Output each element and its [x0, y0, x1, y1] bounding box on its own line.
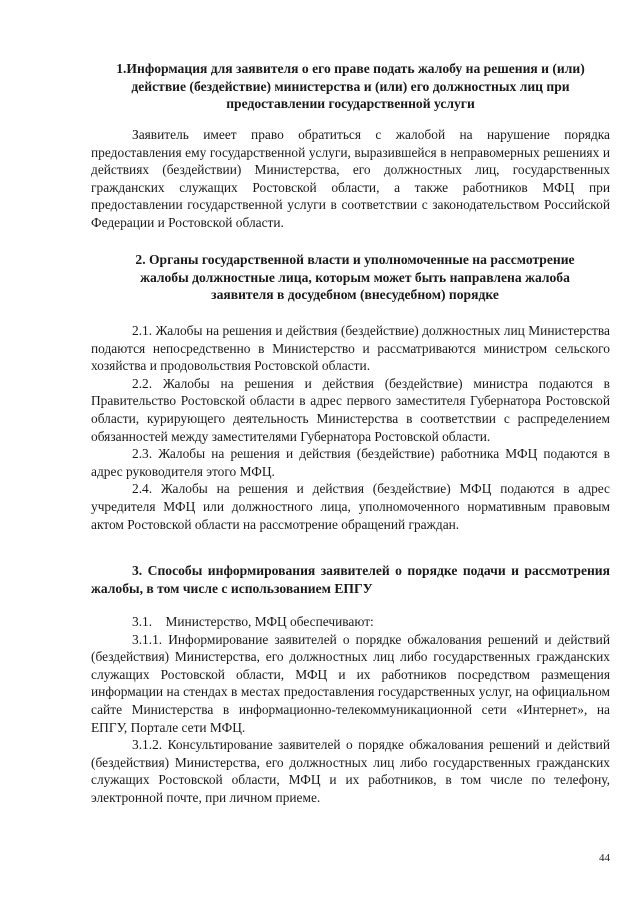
section-2-paragraph-4: 2.4. Жалобы на решения и действия (бездействие) МФЦ подаются в адрес учредителя МФЦ или должностного лица, уполномоченного нормативным правовым актом Ростовской области на рассмотрение обращений граждан.: [91, 481, 610, 532]
section-1-body: [91, 126, 610, 232]
section-2: [115, 251, 595, 304]
section-2-paragraph-2: 2.2. Жалобы на решения и действия (бездействие) министра подаются в Правительство Ростовской области в адрес первого заместителя Губернатора Ростовской области, курирующего деятельность Министерства в соответствии с распределением обязанностей между заместителями Губернатора Ростовской области.: [91, 375, 610, 444]
page-number: 44: [599, 852, 610, 864]
section-2-body: [91, 322, 610, 533]
section-3: [91, 562, 610, 597]
section-1: [91, 60, 610, 113]
section-2-heading: 2. Органы государственной власти и уполномоченные на рассмотрение жалобы должностные лица, которым может быть направлена жалоба заявителя в досудебном (внесудебном) порядке: [135, 252, 575, 302]
section-3-paragraph-2: 3.1.1. Информирование заявителей о порядке обжалования решений и действий (бездействия) Министерства, его должностных лиц либо государственных гражданских служащих Ростовской области, МФЦ и их работников посредством размещения информации на стендах в местах предоставления государственных услуг, на официальном сайте Министерства в информационно-телекоммуникационной сети «Интернет», на ЕПГУ, Портале сети МФЦ.: [91, 631, 610, 735]
section-2-paragraph-3: 2.3. Жалобы на решения и действия (бездействие) работника МФЦ подаются в адрес руководителя этого МФЦ.: [91, 446, 610, 479]
section-3-paragraph-1: 3.1. Министерство, МФЦ обеспечивают:: [132, 614, 374, 629]
section-2-paragraph-1: 2.1. Жалобы на решения и действия (бездействие) должностных лиц Министерства подаются непосредственно в Министерство и рассматриваются министром сельского хозяйства и продовольствия Ростовской области.: [91, 323, 610, 374]
section-3-heading: 3. Способы информирования заявителей о порядке подачи и рассмотрения жалобы, в том числе с использованием ЕПГУ: [91, 563, 610, 596]
section-1-paragraph-1: Заявитель имеет право обратиться с жалобой на нарушение порядка предоставления ему государственной услуги, выразившейся в неправомерных решениях и действиях (бездействии) Министерства, его должностных лиц, государственных гражданских служащих Ростовской области, а также работников МФЦ при предоставлении государственной услуги в соответствии с законодательством Российской Федерации и Ростовской области.: [91, 127, 610, 230]
section-3-body: [91, 613, 610, 807]
section-3-paragraph-3: 3.1.2. Консультирование заявителей о порядке обжалования решений и действий (бездействия) Министерства, его должностных лиц либо государственных гражданских служащих Ростовской области, МФЦ и их работников, в том числе по телефону, электронной почте, при личном приеме.: [91, 737, 610, 805]
section-1-heading: 1.Информация для заявителя о его праве подать жалобу на решения и (или) действие (бездействие) министерства и (или) его должностных лиц при предоставлении государственной услуги: [116, 61, 585, 111]
